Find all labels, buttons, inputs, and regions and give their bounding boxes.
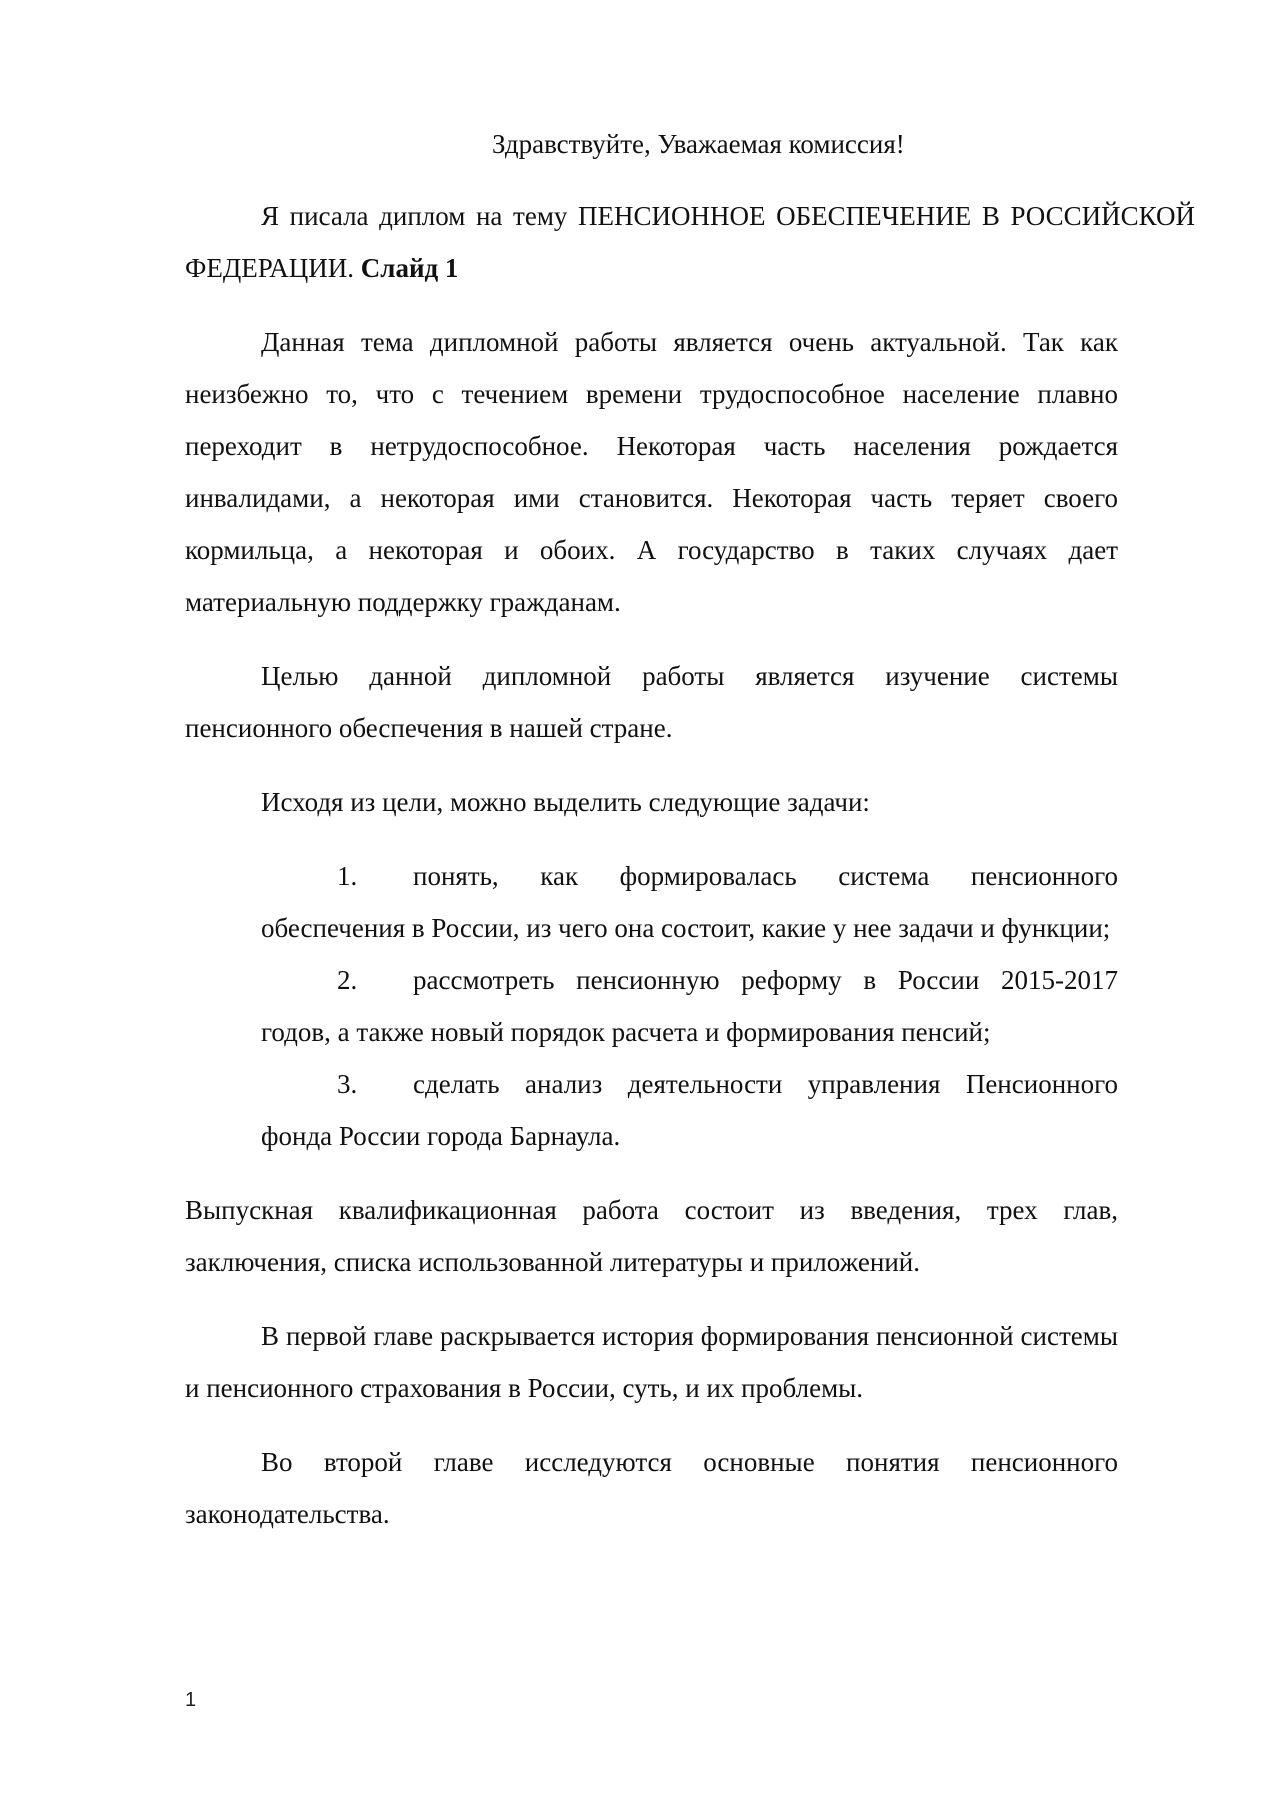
task-text: сделать анализ деятельности управления Пенсионного фонда России города Барнаула. <box>261 1069 1118 1151</box>
task-number: 1. <box>337 861 358 891</box>
chapter1-paragraph: В первой главе раскрывается история формирования пенсионной системы и пенсионного страхования в России, суть, и их проблемы. <box>185 1321 1118 1403</box>
relevance-paragraph: Данная тема дипломной работы является очень актуальной. Так как неизбежно то, что с течением времени трудоспособное население плавно переходит в нетрудоспособное. Некоторая часть населения рождается инвалидами, а некоторая ими становится. Некоторая часть теряет своего кормильца, а некоторая и обоих. А государство в таких случаях дает материальную поддержку гражданам. <box>185 327 1118 617</box>
task-text: рассмотреть пенсионную реформу в России 2015-2017 годов, а также новый порядок расчета и формирования пенсий; <box>261 965 1118 1047</box>
greeting-heading: Здравствуйте, Уважаемая комиссия! <box>492 129 905 159</box>
tasks-intro-paragraph: Исходя из цели, можно выделить следующие задачи: <box>261 787 870 817</box>
document-body <box>185 118 1195 1540</box>
page-number: 1 <box>185 1689 197 1711</box>
task-item <box>261 954 1118 1058</box>
task-number: 3. <box>337 1069 358 1099</box>
chapter2-paragraph: Во второй главе исследуются основные понятия пенсионного законодательства. <box>185 1447 1118 1529</box>
topic-text: Я писала диплом на тему ПЕНСИОННОЕ ОБЕСПЕЧЕНИЕ В РОССИЙСКОЙ ФЕДЕРАЦИИ. <box>185 201 1195 283</box>
topic-paragraph <box>185 190 1195 294</box>
structure-paragraph: Выпускная квалификационная работа состоит из введения, трех глав, заключения, списка использованной литературы и приложений. <box>185 1195 1118 1277</box>
task-number: 2. <box>337 965 358 995</box>
slide-label: Слайд 1 <box>360 253 459 283</box>
task-text: понять, как формировалась система пенсионного обеспечения в России, из чего она состоит, какие у нее задачи и функции; <box>261 861 1118 943</box>
tasks-list <box>185 850 1118 1162</box>
task-item <box>261 1058 1118 1162</box>
goal-paragraph: Целью данной дипломной работы является изучение системы пенсионного обеспечения в нашей стране. <box>185 661 1118 743</box>
task-item <box>261 850 1118 954</box>
